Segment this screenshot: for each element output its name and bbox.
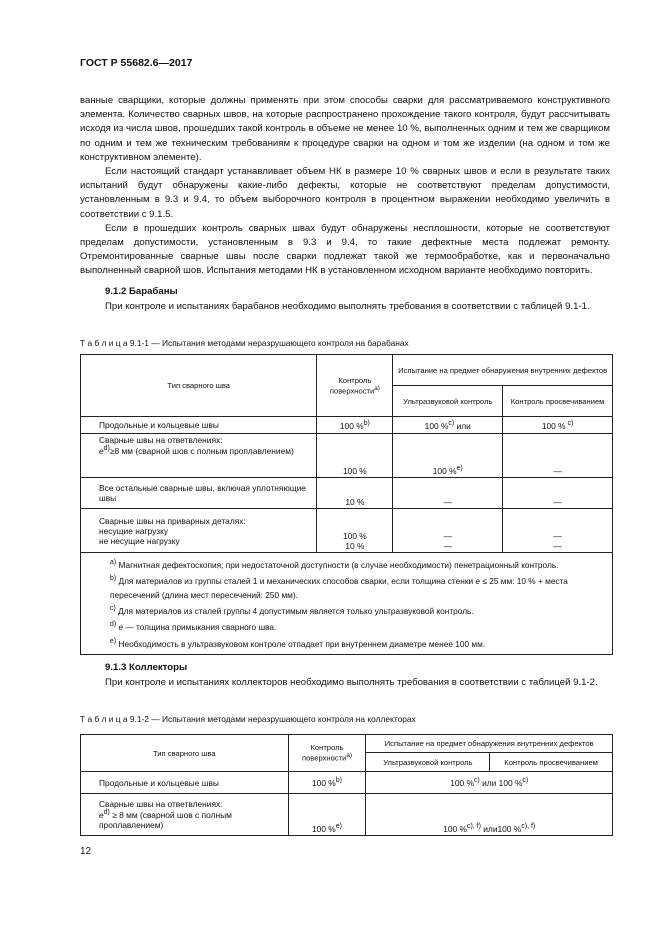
note-a: $^{а)}$ Магнитная дефектоскопия; при недостаточной доступности (в случае необходимости) пенетрационный контроль. <box>110 559 559 570</box>
table-9-1-1 <box>80 354 613 655</box>
section-heading-9-1-3: 9.1.3 Коллекторы <box>105 662 188 673</box>
col-header-ultrasonic: Ультразвуковой контроль <box>393 386 503 417</box>
page-number: 12 <box>80 846 92 857</box>
section-heading-9-1-2: 9.1.2 Барабаны <box>105 286 178 297</box>
intro-paragraph-3: Если в прошедших контроль сварных швах будут обнаружены несплошности, которые не соответствуют пределам допустимости, установленным в 9.3 и 9.4, то такие дефектные места подлежат ремонту. Отремонтированные сварные швы после сварки подлежат такой же термообработке, как и первоначально выполненный сварной шов. Испытания методами НК в установленном исходном варианте необходимо повторить. <box>80 222 610 277</box>
note-c: $^{c)}$ Для материалов из сталей группы 4 допустимым является только ультразвуковой контроль. <box>110 605 474 616</box>
col-header-ultrasonic: Ультразвуковой контроль <box>366 753 490 772</box>
table-9-1-2 <box>80 734 613 836</box>
col-header-internal-defects: Испытание на предмет обнаружения внутренних дефектов <box>366 735 613 753</box>
document-code: ГОСТ Р 55682.6—2017 <box>80 57 193 69</box>
col-header-surface: Контроль поверхности$^{а)}$ <box>288 735 366 772</box>
section-text-9-1-3: При контроле и испытаниях коллекторов необходимо выполнять требования в соответствии с таблицей 9.1-2. <box>105 677 598 688</box>
col-header-radiographic: Контроль просвечиванием <box>503 386 613 417</box>
table-row: Сварные швы на ответвлениях: $e^{d)}\ge 8$ мм (сварной шов с полным проплавлением) 100 % 100 %$^{e)}$ — <box>81 434 613 478</box>
col-header-surface: Контроль поверхности$^{а)}$ <box>317 355 393 417</box>
note-e: $^{e)}$ Необходимость в ультразвуковом контроле отпадает при внутреннем диаметре менее 100 мм. <box>110 637 486 649</box>
col-header-internal-defects: Испытание на предмет обнаружения внутренних дефектов <box>393 355 613 386</box>
col-header-weld-type: Тип сварного шва <box>81 355 317 417</box>
col-header-weld-type: Тип сварного шва <box>81 735 289 772</box>
col-header-radiographic: Контроль просвечиванием <box>490 753 613 772</box>
note-d: $^{d)}$ e — толщина примыкания сварного шва. <box>110 621 277 633</box>
intro-text <box>80 94 610 279</box>
note-b: $^{b)}$ Для материалов из группы сталей 1 и механических способов сварки, если толщина стенки e ≤ 25 мм: 10 % + места пересечений (длина мест пересечений: 250 мм). <box>110 575 568 600</box>
table-row: Сварные швы на приварных деталях: несущие нагрузку не несущие нагрузку 100 % 10 % — — — — <box>81 509 613 553</box>
table-row: Все остальные сварные швы, включая уплотняющие швы 10 % — — <box>81 478 613 509</box>
intro-paragraph-2: Если настоящий стандарт устанавливает объем НК в размере 10 % сварных швов и если в результате таких испытаний будут обнаружены какие-либо дефекты, которые не соответствуют пределам допустимости, установленным в 9.3 и 9.4, то объем выборочного контроля в процентном выражении необходимо увеличить в соответствии с 9.1.5. <box>80 166 610 220</box>
table-notes <box>81 553 613 655</box>
table-row: Продольные и кольцевые швы 100 %$^{b)}$ 100 %$^{c)}$ или 100 %$^{c)}$ <box>81 772 613 794</box>
intro-paragraph-1: ванные сварщики, которые должны применять при этом способы сварки для рассматриваемого конструктивного элемента. Количество сварных швов, на которые распространено прохождение такого контроля, будут рассчитывать исходя из числа швов, прошедших такой контроль в объеме не менее 10 %, выполненных одним и тем же сварщиком по одним и тем же техническим требованиям к процедуре сварки на одном и том же изделии (на одном и том же конструктивном элементе). <box>80 95 610 163</box>
section-text-9-1-2: При контроле и испытаниях барабанов необходимо выполнять требования в соответствии с таблицей 9.1-1. <box>105 301 590 312</box>
table-caption-9-1-1: Т а б л и ц а 9.1-1 — Испытания методами неразрушающего контроля на барабанах <box>80 338 409 348</box>
table-row: Продольные и кольцевые швы 100 %$^{b)}$ 100 %$^{c)}$ или 100 % $^{c)}$ <box>81 417 613 434</box>
table-caption-9-1-2: Т а б л и ц а 9.1-2 — Испытания методами неразрушающего контроля на коллекторах <box>80 714 416 724</box>
table-row: Сварные швы на ответвлениях: $e^{d)} \ge 8$ мм (сварной шов с полным проплавлением) 100 %$^{e)}$ 100 %$^{c), f)}$ или100 %$^{c), f)}$ <box>81 794 613 836</box>
